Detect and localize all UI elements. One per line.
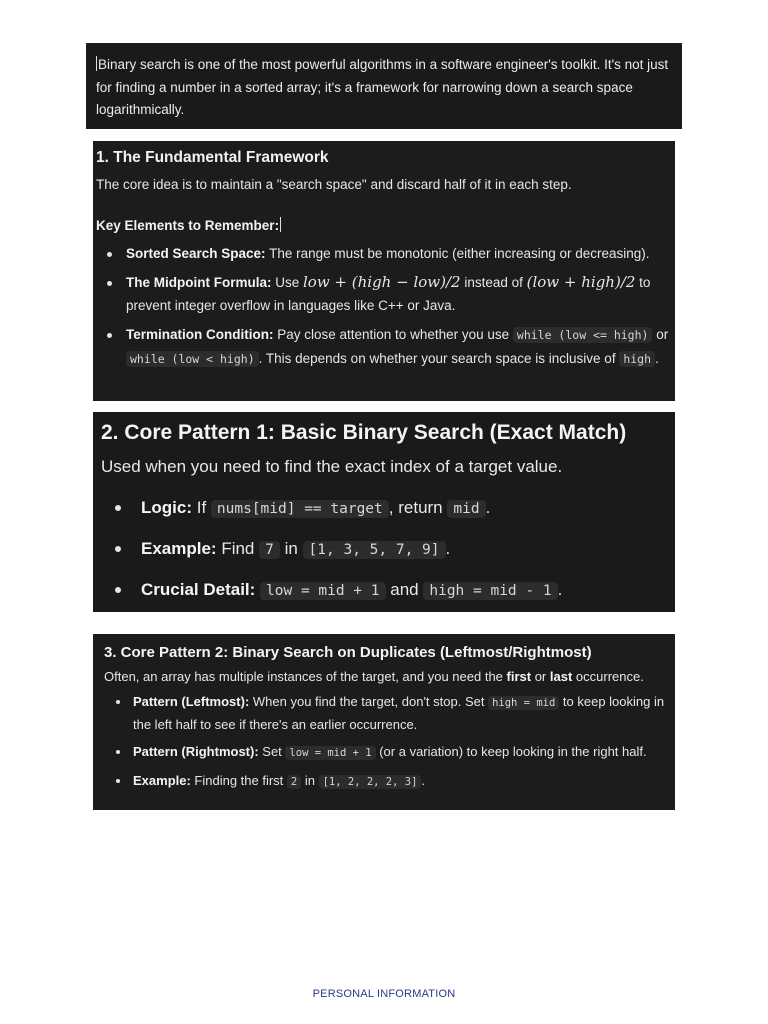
bullet-icon (116, 700, 120, 704)
pattern-1-list (101, 488, 667, 611)
item-text: Find (216, 539, 260, 558)
list-item (101, 488, 667, 529)
section-2-title: 2. Core Pattern 1: Basic Binary Search (Exact Match) (101, 421, 627, 444)
bullet-icon (115, 546, 121, 552)
list-item (101, 529, 667, 570)
section-1-subheading (96, 216, 671, 236)
item-label: Example: (141, 539, 217, 558)
bullet-icon (116, 779, 120, 783)
item-label: The Midpoint Formula: (126, 275, 272, 290)
item-text: . (485, 498, 491, 517)
item-text: or (652, 327, 669, 342)
list-item (104, 770, 665, 793)
item-text: . (445, 539, 451, 558)
intro-panel (86, 43, 682, 129)
item-text: in (279, 539, 303, 558)
intro-text: Often, an array has multiple instances of the target, and you need the (104, 669, 507, 684)
item-text: and (385, 580, 424, 599)
item-text: to prevent integer overflow in languages like C++ or Java. (126, 275, 651, 313)
item-label: Sorted Search Space: (126, 246, 266, 261)
code-snippet: while (low <= high) (513, 327, 653, 343)
item-text: (or a variation) to keep looking in the right half. (375, 744, 647, 759)
intro-text: or (531, 669, 550, 684)
item-label: Example: (133, 773, 191, 788)
code-snippet: [1, 3, 5, 7, 9] (303, 541, 446, 559)
intro-text: Binary search is one of the most powerful algorithms in a software engineer's toolkit. It's not just for finding a number in a sorted array; it's a framework for narrowing down a search space logarithmically. (96, 57, 669, 117)
footer-label: PERSONAL INFORMATION (312, 988, 456, 1000)
code-snippet: while (low < high) (126, 351, 259, 367)
section-3-title: 3. Core Pattern 2: Binary Search on Duplicates (Leftmost/Rightmost) (104, 644, 592, 661)
midpoint-formula: low + (high − low)/2 (303, 273, 461, 291)
item-label: Logic: (141, 498, 192, 517)
bullet-icon (115, 587, 121, 593)
item-text: , return (388, 498, 448, 517)
item-text: . (421, 773, 426, 788)
item-label: Crucial Detail: (141, 580, 256, 599)
code-snippet: low = mid + 1 (285, 746, 375, 760)
section-1-title: 1. The Fundamental Framework (96, 149, 329, 166)
intro-text: occurrence. (572, 669, 644, 684)
list-item (104, 691, 665, 735)
bullet-icon (107, 333, 112, 338)
emphasis-last: last (549, 669, 573, 684)
key-elements-list (96, 242, 671, 371)
code-snippet: 2 (287, 775, 301, 789)
naive-formula: (low + high)/2 (526, 273, 636, 291)
code-snippet: high (619, 351, 655, 367)
code-snippet: nums[mid] == target (211, 500, 389, 518)
section-3-intro (104, 667, 665, 687)
list-item (96, 323, 671, 371)
code-snippet: high = mid - 1 (423, 582, 557, 600)
item-text: Pay close attention to whether you use (273, 327, 513, 342)
list-item (104, 741, 665, 764)
item-text: in (301, 773, 319, 788)
item-text: Finding the first (190, 773, 287, 788)
item-text: Use (271, 275, 303, 290)
bullet-icon (107, 252, 112, 257)
item-label: Pattern (Rightmost): (133, 744, 259, 759)
code-snippet: low = mid + 1 (260, 582, 386, 600)
item-text: Set (258, 744, 286, 759)
item-text: If (192, 498, 211, 517)
section-2-intro: Used when you need to find the exact index of a target value. (101, 457, 563, 476)
pattern-2-list (104, 691, 665, 793)
item-label: Pattern (Leftmost): (133, 694, 250, 709)
item-text: The range must be monotonic (either increasing or decreasing). (265, 246, 650, 261)
item-text: When you find the target, don't stop. Set (249, 694, 489, 709)
subheading-text: Key Elements to Remember: (96, 218, 280, 233)
item-text: to keep looking in the left half to see if there's an earlier occurrence. (133, 694, 665, 732)
bullet-icon (107, 281, 112, 286)
emphasis-first: first (506, 669, 532, 684)
item-text: . This depends on whether your search space is inclusive of (258, 351, 620, 366)
list-item (96, 271, 671, 317)
item-text: . (557, 580, 563, 599)
text-cursor (96, 56, 97, 71)
item-text: . (655, 351, 659, 366)
bullet-icon (116, 750, 120, 754)
section-binary-search-duplicates (93, 634, 675, 810)
code-snippet: 7 (259, 541, 280, 559)
code-snippet: [1, 2, 2, 2, 3] (319, 775, 422, 789)
list-item (101, 570, 667, 611)
code-snippet: mid (447, 500, 485, 518)
section-1-intro: The core idea is to maintain a "search space" and discard half of it in each step. (96, 177, 572, 192)
bullet-icon (115, 505, 121, 511)
text-cursor (280, 217, 281, 232)
section-fundamental-framework (93, 141, 675, 401)
item-text: instead of (460, 275, 527, 290)
item-label: Termination Condition: (126, 327, 274, 342)
code-snippet: high = mid (488, 696, 559, 710)
list-item (96, 242, 671, 265)
section-basic-binary-search (93, 412, 675, 612)
